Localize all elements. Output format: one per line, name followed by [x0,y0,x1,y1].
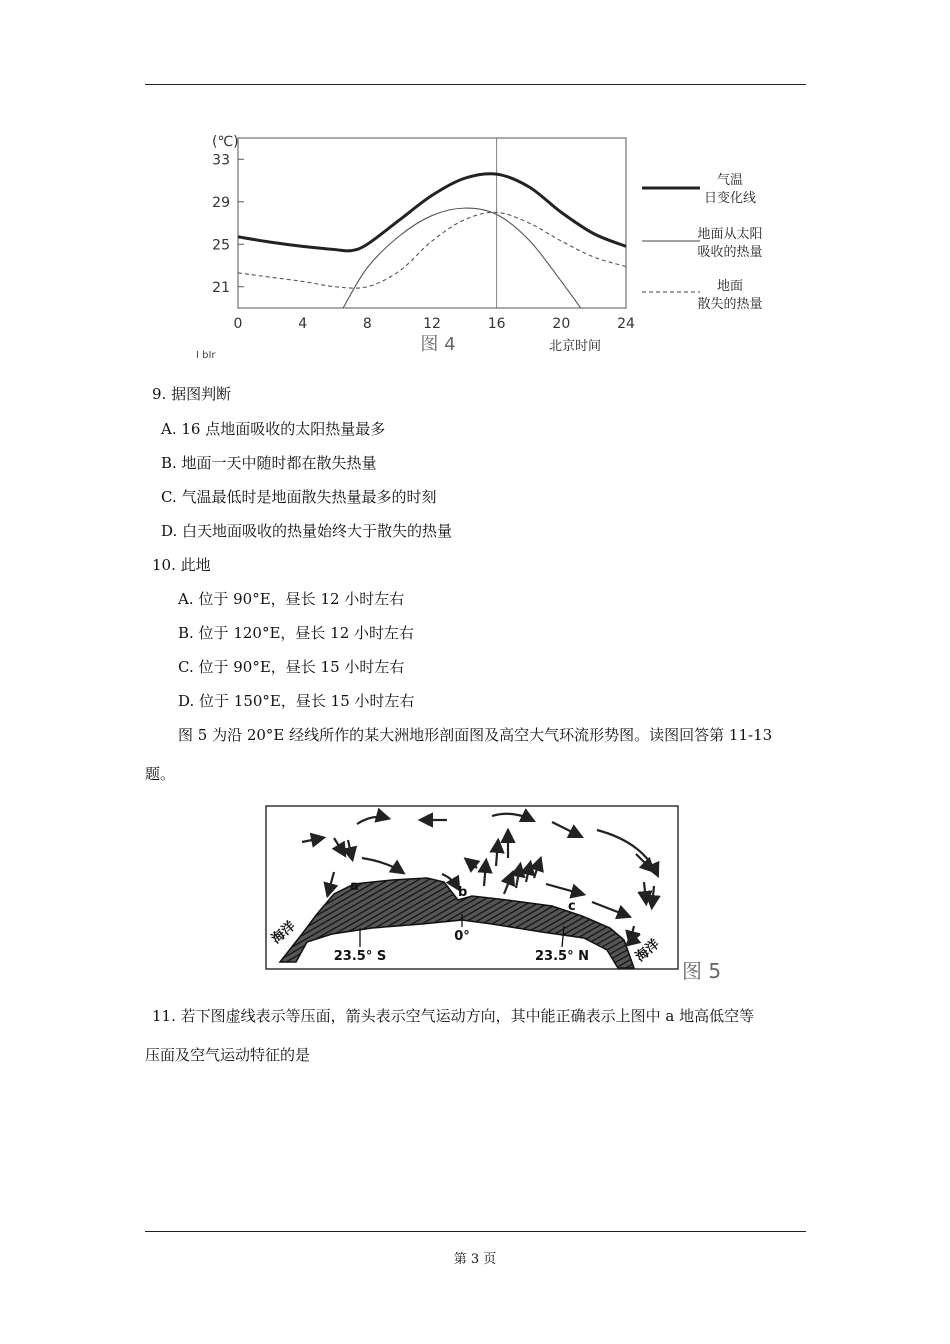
q11-line-2: 压面及空气运动特征的是 [145,1046,311,1064]
figure-4-chart [190,128,770,363]
x-tick-label: 24 [617,316,635,332]
q10-option-c[interactable]: C. 位于 90°E，昼长 15 小时左右 [178,658,405,676]
point-a-label: a [350,879,359,894]
legend-absorbed-line2: 吸收的热量 [697,245,763,260]
footer-rule [145,1231,806,1232]
y-unit-label: (℃) [212,134,239,150]
x-tick-label: 12 [423,316,441,332]
q9-option-c[interactable]: C. 气温最低时是地面散失热量最多的时刻 [161,488,437,506]
q10-stem: 10. 此地 [152,556,211,574]
legend-lost-line1: 地面 [716,279,744,294]
q10-option-d[interactable]: D. 位于 150°E，昼长 15 小时左右 [178,692,415,710]
point-b-label: b [458,885,468,900]
lat-0-label: 0° [454,929,470,944]
q9-option-a[interactable]: A. 16 点地面吸收的太阳热量最多 [161,420,386,438]
legend-temperature-line2: 日变化线 [703,191,757,206]
x-axis-label: 北京时间 [548,339,602,354]
y-tick-label: 33 [212,152,230,169]
chart-frame [238,138,626,308]
page-number: 第 3 页 [453,1252,497,1267]
y-tick-label: 21 [212,279,230,296]
series-lost-heat-line [238,212,626,288]
series-temperature-line [238,174,626,251]
figure-5-profile [262,802,732,980]
figure-4-caption: 图 4 [420,334,456,355]
legend-lost-line2: 散失的热量 [697,297,763,312]
legend-temperature-line1: 气温 [716,173,744,188]
intro-line-1: 图 5 为沿 20°E 经线所作的某大洲地形剖面图及高空大气环流形势图。读图回答第 11-13 [178,726,773,744]
header-rule [145,84,806,85]
corner-mark: I bIr [196,350,216,361]
q9-option-b[interactable]: B. 地面一天中随时都在散失热量 [161,454,377,472]
q9-stem: 9. 据图判断 [152,385,232,403]
q9-option-d[interactable]: D. 白天地面吸收的热量始终大于散失的热量 [161,522,453,540]
y-tick-label: 29 [212,194,230,211]
q10-option-b[interactable]: B. 位于 120°E，昼长 12 小时左右 [178,624,415,642]
x-tick-label: 20 [552,316,571,332]
x-tick-label: 8 [362,316,372,332]
q10-option-a[interactable]: A. 位于 90°E，昼长 12 小时左右 [178,590,405,608]
ocean-left-label: 海洋 [268,918,299,948]
x-tick-label: 0 [233,316,243,332]
x-tick-label: 16 [487,316,506,332]
point-c-label: c [568,899,576,914]
figure-5-caption: 图 5 [682,959,722,980]
ocean-right-label: 海洋 [632,936,663,966]
lat-23-5-n-label: 23.5° N [535,949,589,964]
series-absorbed-heat-line [343,208,581,308]
x-tick-label: 4 [298,316,308,332]
intro-line-2: 题。 [145,765,176,783]
q11-line-1: 11. 若下图虚线表示等压面，箭头表示空气运动方向，其中能正确表示上图中 a 地高低空等 [152,1007,755,1025]
legend-absorbed-line1: 地面从太阳 [697,227,763,242]
y-tick-label: 25 [212,237,230,254]
lat-23-5-s-label: 23.5° S [333,949,387,964]
